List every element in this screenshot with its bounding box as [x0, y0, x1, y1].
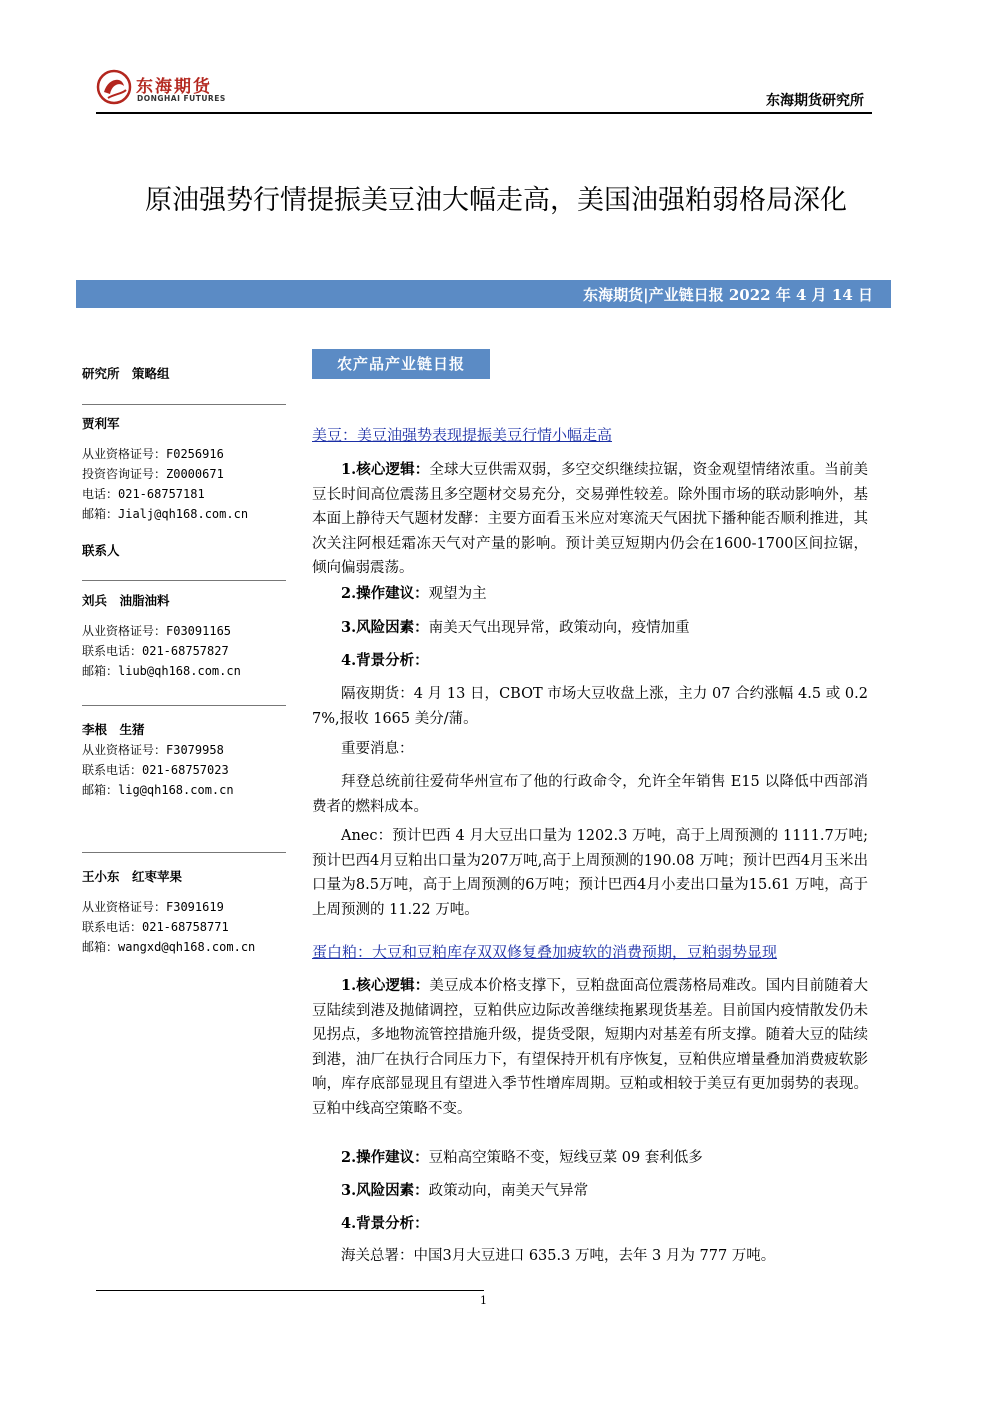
risk-label: 3.风险因素：	[341, 619, 429, 636]
core-logic-text: 全球大豆供需双弱，多空交织继续拉锯，资金观望情绪浓重。当前美豆长时间高位震荡且多空题材交易充分，交易弹性较差。除外围市场的联动影响外，基本面上静待天气题材发酵：主要方面看玉米应对寒流天气困扰下播种能否顺利推进，其次关注阿根廷霜冻天气对产量的影响。预计美豆短期内仍会在1600-1700区间拉锯，倾向偏弱震荡。	[312, 462, 868, 576]
risk-paragraph	[312, 1179, 868, 1204]
sidebar-rule	[82, 852, 286, 853]
contact-line: 联系电话：021-68758771	[82, 920, 229, 934]
risk-label: 3.风险因素：	[341, 1182, 429, 1199]
author-block	[82, 414, 282, 524]
section-title-protein-meal: 蛋白粕：大豆和豆粕库存双双修复叠加疲软的消费预期，豆粕弱势显现	[312, 943, 778, 961]
core-logic-label: 1.核心逻辑：	[341, 461, 430, 478]
operation-label: 2.操作建议：	[341, 1149, 429, 1166]
contact-title: 李根 生猪	[82, 722, 145, 737]
contact-block	[82, 720, 282, 800]
contact-line: 联系电话：021-68757023	[82, 763, 229, 777]
contact-block	[82, 591, 282, 681]
background-paragraph: 重要消息：	[341, 741, 414, 757]
operation-paragraph	[312, 1146, 868, 1171]
contact-title: 王小东 红枣苹果	[82, 869, 183, 884]
report-band	[76, 280, 891, 308]
company-logo	[96, 66, 236, 110]
background-paragraph: Anec：预计巴西 4 月大豆出口量为 1202.3 万吨，高于上周预测的 1111.7万吨;预计巴西4月豆粕出口量为207万吨,高于上周预测的190.08 万吨；预计巴西4月玉米出口量为8.5万吨，高于上周预测的6万吨；预计巴西4月小麦出口量为15.61 万吨，高于上周预测的 11.22 万吨。	[312, 828, 868, 918]
contact-line: 联系电话：021-68757827	[82, 644, 229, 658]
author-line: 电话：021-68757181	[82, 487, 205, 501]
core-logic-paragraph	[312, 458, 868, 581]
background-label: 4.背景分析：	[341, 1215, 429, 1232]
contacts-heading: 联系人	[82, 543, 120, 558]
sidebar-rule	[82, 705, 286, 706]
report-date-line: 东海期货|产业链日报 2022 年 4 月 14 日	[583, 286, 873, 304]
contact-line: 从业资格证号：F3091619	[82, 900, 224, 914]
risk-paragraph	[312, 616, 868, 641]
core-logic-label: 1.核心逻辑：	[341, 977, 430, 994]
contact-email: 邮箱：liub@qh168.com.cn	[82, 664, 241, 678]
sidebar-rule	[82, 404, 286, 405]
report-title: 原油强势行情提振美豆油大幅走高，美国油强粕弱格局深化	[145, 185, 847, 216]
operation-text: 豆粕高空策略不变，短线豆菜 09 套利低多	[428, 1150, 703, 1166]
background-paragraph: 海关总署：中国3月大豆进口 635.3 万吨，去年 3 月为 777 万吨。	[341, 1248, 776, 1264]
background-label: 4.背景分析：	[341, 652, 429, 669]
risk-text: 南美天气出现异常，政策动向，疫情加重	[428, 620, 690, 636]
institute-name: 东海期货研究所	[766, 93, 864, 109]
core-logic-paragraph	[312, 974, 868, 1121]
contact-email: 邮箱：wangxd@qh168.com.cn	[82, 940, 256, 954]
sidebar-rule	[82, 580, 286, 581]
header-rule	[96, 112, 872, 114]
dragon-logo-icon	[96, 68, 132, 106]
logo-cn-text: 东海期货	[136, 77, 212, 97]
contact-title: 刘兵 油脂油料	[82, 593, 170, 608]
contact-block	[82, 867, 282, 957]
author-line: 从业资格证号：F0256916	[82, 447, 224, 461]
contact-line: 从业资格证号：F03091165	[82, 624, 232, 638]
page-number: 1	[480, 1294, 487, 1307]
operation-label: 2.操作建议：	[341, 585, 429, 602]
footer-rule	[96, 1290, 484, 1291]
operation-paragraph	[312, 582, 868, 607]
author-line: 投资咨询证号：Z0000671	[82, 467, 224, 481]
section-tag: 农产品产业链日报	[312, 349, 490, 379]
author-name: 贾利军	[82, 416, 120, 431]
background-paragraph: 拜登总统前往爱荷华州宣布了他的行政命令，允许全年销售 E15 以降低中西部消费者的燃料成本。	[312, 774, 868, 815]
operation-text: 观望为主	[428, 586, 487, 602]
section-title-soybean: 美豆：美豆油强势表现提振美豆行情小幅走高	[312, 426, 613, 444]
risk-text: 政策动向，南美天气异常	[428, 1183, 589, 1199]
background-paragraph: 隔夜期货：4 月 13 日，CBOT 市场大豆收盘上涨，主力 07 合约涨幅 4.5 或 0.27%,报收 1665 美分/蒲。	[312, 686, 868, 727]
author-email: 邮箱：Jialj@qh168.com.cn	[82, 507, 249, 521]
contact-email: 邮箱：lig@qh168.com.cn	[82, 783, 234, 797]
core-logic-text: 美豆成本价格支撑下，豆粕盘面高位震荡格局难改。国内目前随着大豆陆续到港及抛储调控，豆粕供应边际改善继续拖累现货基差。目前国内疫情散发仍未见拐点，多地物流管控措施升级，提货受限，短期内对基差有所支撑。随着大豆的陆续到港，油厂在执行合同压力下，有望保持开机有序恢复，豆粕供应增量叠加消费疲软影响，库存底部显现且有望进入季节性增库周期。豆粕或相较于美豆有更加弱势的表现。豆粕中线高空策略不变。	[312, 978, 868, 1117]
contact-line: 从业资格证号：F3079958	[82, 743, 224, 757]
dept-label: 研究所 策略组	[82, 366, 170, 381]
logo-en-text: DONGHAI FUTURES	[137, 94, 226, 103]
